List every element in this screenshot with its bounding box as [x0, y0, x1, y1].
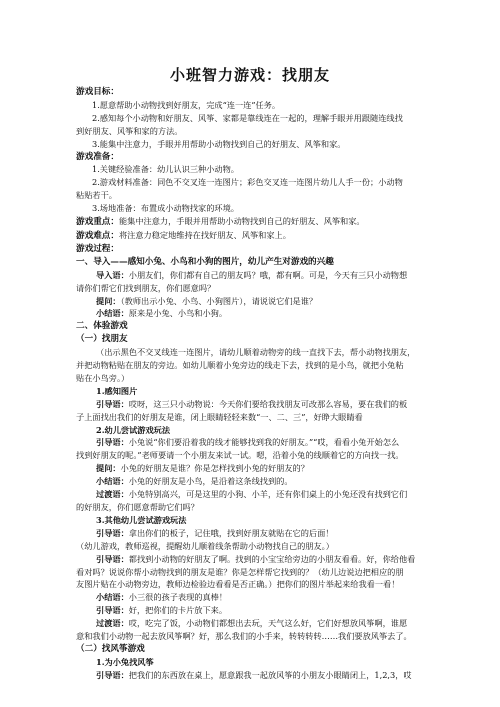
prep-heading: 游戏准备：	[76, 151, 119, 162]
guide-line: 引导语：小兔说“你们要沿着我的线才能够找到我的好朋友。”“哎，看看小兔开始怎么	[96, 437, 400, 448]
section-2-heading: 二、体验游戏	[76, 321, 128, 332]
question-line: 提问：小兔的好朋友是谁？你是怎样找到小兔的好朋友的？	[96, 463, 309, 474]
paragraph-line: 贴在小鸟旁。）	[76, 372, 130, 383]
key-points: 游戏重点：能集中注意力，手眼并用帮助小动物找到自己的好朋友、风筝和家。	[76, 216, 365, 228]
lead-line: 导入语：小朋友们，你们都有自己的朋友吗？哦，都有啊。可是，今天有三只小动物想	[96, 269, 408, 280]
difficulty: 游戏难点：将注意力稳定地维持在找好朋友、风筝和家上。	[76, 229, 291, 241]
transition-line-cont: 意和我们小动物一起去放风筝啊？好，那么我们的小手来，转转转转……我们要放风筝去了。	[76, 631, 412, 642]
summary-line: 小结语：小兔的好朋友是小鸟，是沿着这条线找到的。	[96, 476, 293, 487]
step-1-heading: 1.感知图片	[96, 385, 138, 396]
transition-line-cont: 的好朋友，你们愿意帮助它们吗？	[76, 502, 199, 512]
prep-item: 2.游戏材料准备：同色不交叉连一连图片；彩色交叉连一连图片幼儿人手一份；小动物	[92, 177, 403, 188]
section-1-heading: 一、导入——感知小兔、小鸟和小狗的图片，幼儿产生对游戏的兴趣	[76, 256, 334, 267]
lead-line-cont: 请你们帮它们找到朋友，你们愿意吗？	[76, 282, 216, 293]
step-3-heading: 3.其他幼儿尝试游戏玩法	[96, 514, 187, 525]
kite-step-1-heading: 1.为小兔找风筝	[96, 656, 154, 667]
goal-item: 1.愿意帮助小动物找到好朋友，完成“连一连”任务。	[92, 99, 281, 110]
goals-heading: 游戏目标：	[76, 87, 119, 97]
process-heading: 游戏过程：	[76, 243, 119, 254]
summary-line: 小结语：原来是小兔、小鸟和小狗。	[96, 308, 228, 319]
goal-item-cont: 到好朋友、风筝和家的方法。	[76, 125, 183, 136]
guide-line-cont: 看对吗？说说你帮小动物找到的朋友是谁？你是怎样帮它找到的？（幼儿边说边把相应的朋	[76, 566, 404, 577]
subsection-a-heading: （一）找朋友	[76, 334, 128, 345]
document-body	[76, 86, 434, 682]
guide-line: 引导语：把我们的东西放在桌上，愿意跟我一起放风筝的小朋友小眼睛闭上，1,2,3，哎	[96, 669, 412, 680]
guide-line-cont: 找到好朋友的呢。”老师要请一个小朋友来试一试。嗯，沿着小兔的线顺着它的方向找一找。	[76, 450, 404, 461]
step-2-heading: 2.幼儿尝试游戏玩法	[96, 424, 171, 435]
guide-line-cont: 子上面找出我们的好朋友是谁，闭上眼睛轻轻来数“一、二、三”，好睁大眼睛看	[76, 411, 363, 422]
summary-line: 小结语：小三很的孩子表现的真棒！	[96, 592, 228, 603]
guide-line: 引导语：都找到小动物的好朋友了啊。找到的小宝宝给旁边的小朋友看看。好，你给他看	[96, 553, 416, 564]
page-title: 小班智力游戏：找朋友	[169, 66, 330, 84]
goal-item: 3.能集中注意力，手眼并用帮助小动物找到自己的好朋友、风筝和家。	[92, 138, 346, 149]
prep-item: 3.场地准备：布置成小动物找家的环境。	[92, 203, 239, 214]
prep-item-cont: 粘贴若干。	[76, 190, 117, 201]
subsection-b-heading: （二）找风筝游戏	[76, 643, 145, 654]
paragraph-line: 并把动物粘贴在朋友的旁边。如幼儿顺着小兔旁边的线走下去，找到的是小鸟，就把小兔粘	[76, 360, 404, 371]
prep-item: 1.关键经验准备：幼儿认识三种小动物。	[92, 164, 239, 175]
guide-line: 引导语：拿出你们的板子，记住哦，找到好朋友就贴在它的后面！	[96, 527, 334, 538]
paragraph-line: （幼儿游戏，教师巡视，提醒幼儿顺着线条帮助小动物找自己的朋友。）	[76, 540, 334, 551]
goal-item: 2.感知每个小动物和好朋友、风筝、家都是靠线连在一起的，理解手眼并用跟随连线找	[92, 112, 403, 123]
guide-line-cont: 友图片贴在小动物旁边，教师边检验边看看是否正确。）把你们的图片举起来给我看一看！	[76, 579, 400, 590]
guide-line: 引导语：好，把你们的卡片放下来。	[96, 605, 228, 616]
question-line: 提问：（教师出示小兔、小鸟、小狗图片），请说说它们是谁？	[96, 295, 318, 306]
transition-line: 过渡语：哎，吃完了饭，小动物们都想出去玩，天气这么好，它们好想放风筝啊，谁愿	[96, 618, 408, 629]
guide-line: 引导语：哎呀，这三只小动物说：今天你们要给我找朋友可改那么容易，要在我们的板	[96, 398, 408, 409]
transition-line: 过渡语：小兔特别高兴，可是这里的小狗、小羊，还有你们桌上的小兔还没有找到它们	[96, 489, 408, 500]
paragraph-line: （出示黑色不交叉线连一连图片，请幼儿顺着动物旁的线一直找下去，帮小动物找朋友，	[96, 347, 416, 358]
